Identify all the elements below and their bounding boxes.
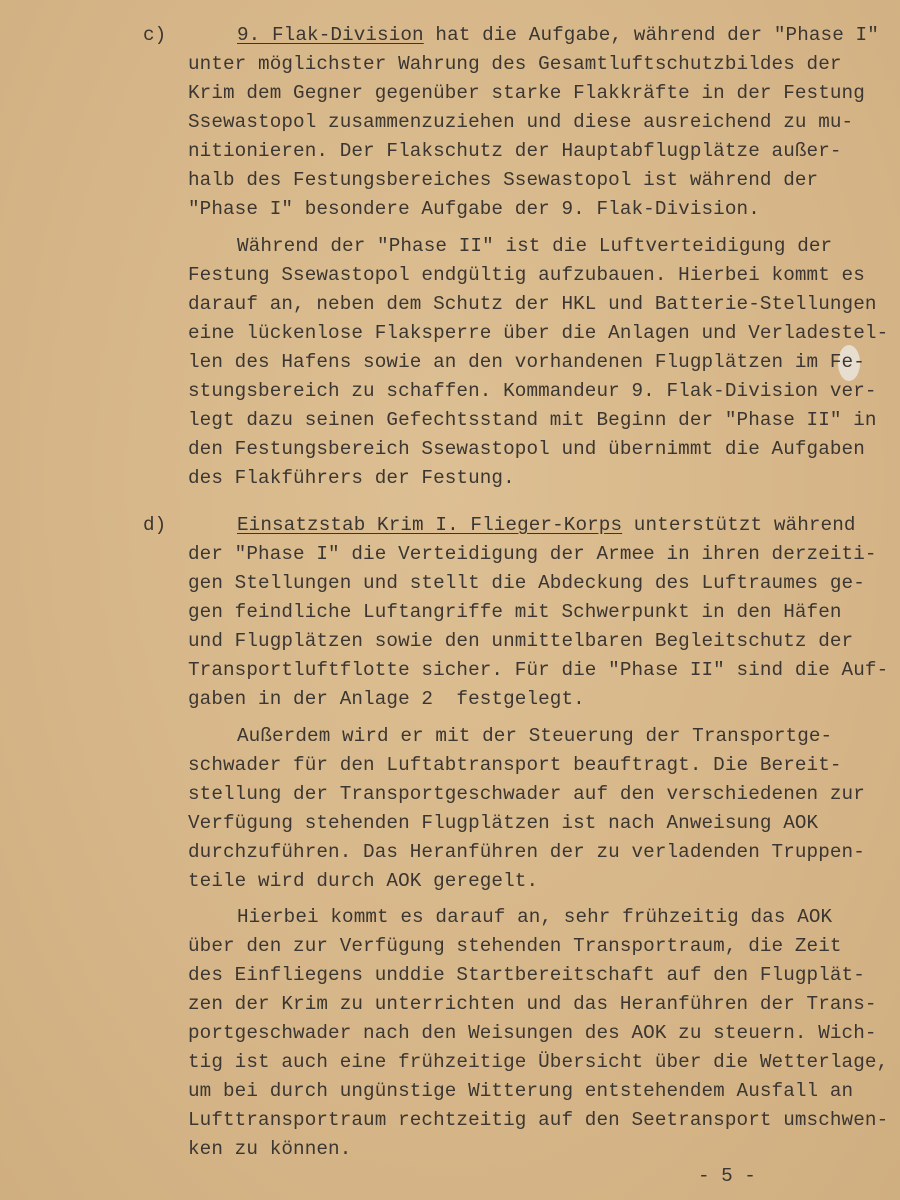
text-line: des Flakführers der Festung.	[188, 467, 515, 489]
text-line	[188, 511, 888, 540]
text-line: stungsbereich zu schaffen. Kommandeur 9. Flak-Division ver-	[188, 380, 877, 402]
text-line: schwader für den Luftabtransport beauftragt. Die Bereit-	[188, 754, 842, 776]
text-line: teile wird durch AOK geregelt.	[188, 870, 539, 892]
text-line: Hierbei kommt es darauf an, sehr frühzeitig das AOK	[237, 906, 833, 928]
text-line: durchzuführen. Das Heranführen der zu verladenden Truppen-	[188, 841, 865, 863]
text-line: nitionieren. Der Flakschutz der Hauptabflugplätze außer-	[188, 140, 842, 162]
text-line: darauf an, neben dem Schutz der HKL und Batterie-Stellungen	[188, 293, 877, 315]
text-line: über den zur Verfügung stehenden Transportraum, die Zeit	[188, 935, 842, 957]
text-line: Transportluftflotte sicher. Für die "Phase II" sind die Auf-	[188, 659, 889, 681]
text-line	[188, 21, 879, 50]
text-line: Ssewastopol zusammenzuziehen und diese ausreichend zu mu-	[188, 111, 854, 133]
text-line: um bei durch ungünstige Witterung entstehendem Ausfall an	[188, 1080, 854, 1102]
section-label-c: c)	[143, 24, 167, 46]
text-line: Während der "Phase II" ist die Luftverteidigung der	[237, 235, 833, 257]
text-line: halb des Festungsbereiches Ssewastopol ist während der	[188, 169, 819, 191]
text-line: legt dazu seinen Gefechtsstand mit Beginn der "Phase II" in	[188, 409, 877, 431]
text-line: len des Hafens sowie an den vorhandenen Flugplätzen im Fe-	[188, 351, 865, 373]
text-line: Festung Ssewastopol endgültig aufzubauen. Hierbei kommt es	[188, 264, 865, 286]
line-text: hat die Aufgabe, während der "Phase I"	[423, 24, 879, 46]
paragraph-c1	[188, 21, 879, 224]
paragraph-d1	[188, 511, 888, 714]
text-line: Lufttransportraum rechtzeitig auf den Seetransport umschwen-	[188, 1109, 889, 1131]
text-line: der "Phase I" die Verteidigung der Armee in ihren derzeiti-	[188, 543, 877, 565]
page-number: - 5 -	[698, 1165, 756, 1187]
paragraph-c2	[188, 232, 888, 493]
text-line: Außerdem wird er mit der Steuerung der Transportge-	[237, 725, 833, 747]
text-line: gen feindliche Luftangriffe mit Schwerpunkt in den Häfen	[188, 601, 842, 623]
text-line: stellung der Transportgeschwader auf den verschiedenen zur	[188, 783, 865, 805]
text-line: gen Stellungen und stellt die Abdeckung des Luftraumes ge-	[188, 572, 865, 594]
text-line: tig ist auch eine frühzeitige Übersicht über die Wetterlage,	[188, 1051, 889, 1073]
text-line: und Flugplätzen sowie den unmittelbaren Begleitschutz der	[188, 630, 854, 652]
text-line: des Einfliegens unddie Startbereitschaft auf den Flugplät-	[188, 964, 865, 986]
text-line: zen der Krim zu unterrichten und das Heranführen der Trans-	[188, 993, 877, 1015]
text-line: Krim dem Gegner gegenüber starke Flakkräfte in der Festung	[188, 82, 865, 104]
line-text: unterstützt während	[622, 514, 856, 536]
text-line: den Festungsbereich Ssewastopol und übernimmt die Aufgaben	[188, 438, 865, 460]
text-line: Verfügung stehenden Flugplätzen ist nach Anweisung AOK	[188, 812, 819, 834]
text-line: ken zu können.	[188, 1138, 352, 1160]
text-line: gaben in der Anlage 2 festgelegt.	[188, 688, 585, 710]
text-line: eine lückenlose Flaksperre über die Anlagen und Verladestel-	[188, 322, 889, 344]
paragraph-d3	[188, 903, 888, 1164]
section-label-d: d)	[143, 514, 167, 536]
underlined-heading: Einsatzstab Krim I. Flieger-Korps	[237, 514, 623, 536]
paragraph-d2	[188, 722, 865, 896]
text-line: "Phase I" besondere Aufgabe der 9. Flak-Division.	[188, 198, 760, 220]
text-line: unter möglichster Wahrung des Gesamtluftschutzbildes der	[188, 53, 842, 75]
underlined-heading: 9. Flak-Division	[237, 24, 424, 46]
text-line: portgeschwader nach den Weisungen des AOK zu steuern. Wich-	[188, 1022, 877, 1044]
